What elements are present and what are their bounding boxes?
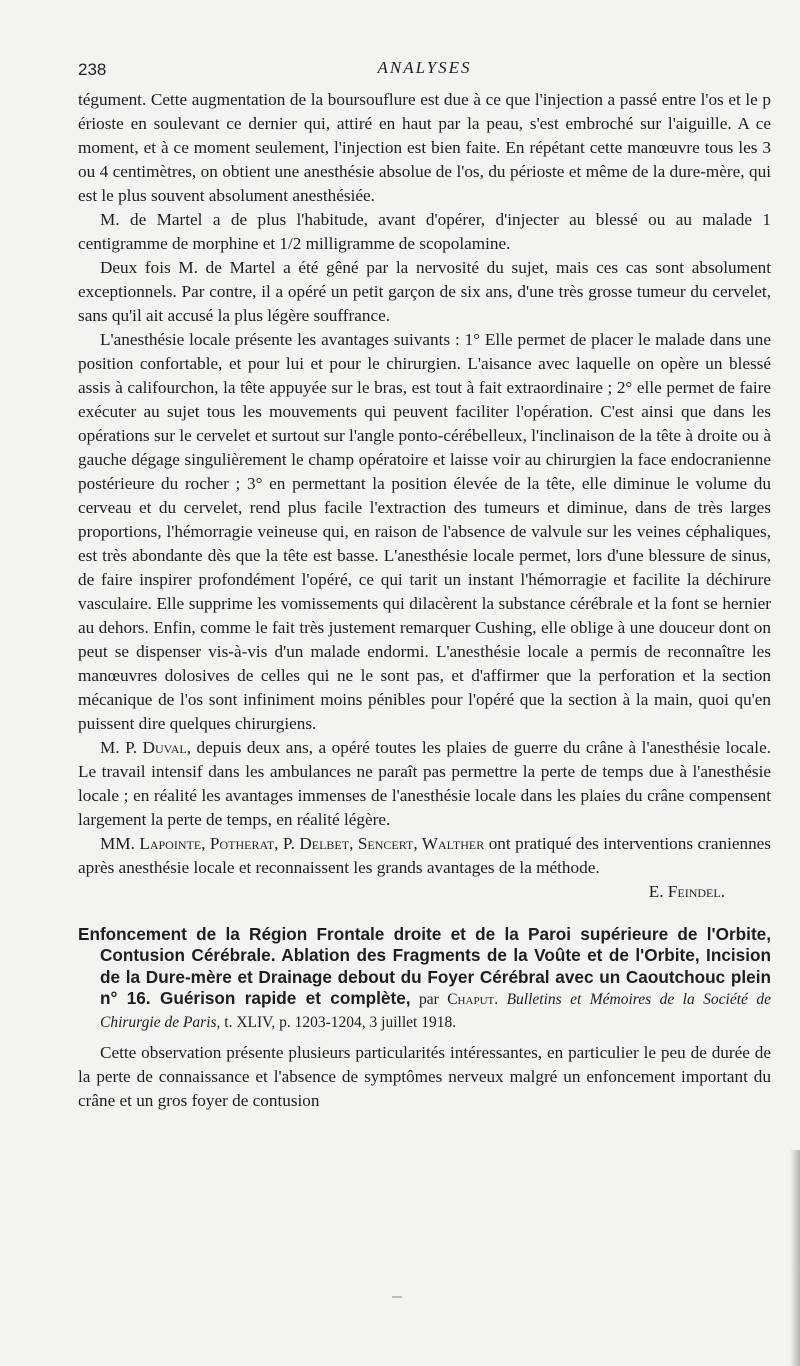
citation-author: Chaput xyxy=(447,991,495,1009)
signature: E. Feindel. xyxy=(648,882,725,901)
surgeons-prefix: MM. xyxy=(100,834,140,853)
citation: par Chaput. Bulletins et Mémoires de la Société de Chirurgie de Paris, t. XLIV, p. 1203-1204, 3 juillet 1918. xyxy=(100,991,771,1031)
paragraph: L'anesthésie locale présente les avantages suivants : 1° Elle permet de placer le malade dans une position confortable, et pour lui et pour le chirurgien. L'aisance avec laquelle on opère un blessé assis à califourchon, la tête appuyée sur le bras, est tout à fait extraordinaire ; 2° elle permet de faire exécuter au sujet tous les mouvements qui peuvent faciliter l'opération. C'est ainsi que dans les opérations sur le cervelet et surtout sur l'angle ponto-cérébelleux, l'inclinaison de la tête à droite ou à gauche dégage singulièrement le champ opératoire et laisse voir au chirurgien la face endocranienne postérieure du rocher ; 3° en permettant la position élevée de la tête, elle diminue le volume du cerveau et du cervelet, rend plus facile l'extraction des tumeurs et diminue, dans de très larges proportions, l'hémorragie veineuse qui, en raison de l'absence de valvule sur les veines céphaliques, est très abondante dès que la tête est basse. L'anesthésie locale permet, lors d'une blessure de sinus, de faire inspirer profondément l'opéré, ce qui tarit un instant l'hémorragie et facilite la déchirure vasculaire. Elle supprime les vomissements qui dilacèrent la substance cérébrale et la font se hernier au dehors. Enfin, comme le fait très justement remarquer Cushing, elle oblige à une douceur dont on peut se dispenser vis-à-vis d'un malade endormi. L'anesthésie locale a permis de reconnaître les manœuvres dolosives de celles qui ne le sont pas, et d'affirmer que la perforation et la section mécanique de l'os sont infiniment moins pénibles pour l'opéré que la section à la main, quoi qu'en puissent dire quelques chirurgiens. xyxy=(78,330,771,733)
running-title: ANALYSES xyxy=(377,58,472,77)
author-duval: Duval xyxy=(142,738,187,757)
paragraph: tégument. Cette augmentation de la boursouflure est due à ce que l'injection a passé entre l'os et le p érioste en soulevant ce dernier qui, attiré en haut par la peau, s'est embroché sur l'aiguille. A ce moment, et à ce moment seulement, l'injection est bien faite. En répétant cette manœuvre tous les 3 ou 4 centimètres, on obtient une anesthésie absolue de l'os, du périoste et même de la dure-mère, qui est le plus souvent absolument anesthésiée. xyxy=(78,90,771,205)
paragraph-duval xyxy=(78,736,771,832)
running-header xyxy=(78,56,771,88)
surgeon-names: Lapointe, Potherat, P. Delbet, Sencert, Walther xyxy=(139,834,485,853)
duval-text: , depuis deux ans, a opéré toutes les plaies de guerre du crâne à l'anesthésie locale. Le travail intensif dans les ambulances ne paraît pas permettre la perte de temps due à l'anesthésie locale ; en réalité les avantages immenses de l'anesthésie locale dans les plaies du crâne compensent largement la perte de temps, en réalité légère. xyxy=(78,738,771,829)
footer-mark xyxy=(392,1296,402,1298)
page-number: 238 xyxy=(78,60,107,79)
paragraph-surgeons xyxy=(78,832,771,880)
paragraph: Cette observation présente plusieurs particularités intéressantes, en particulier le peu de durée de la perte de connaissance et l'absence de symptômes nerveux malgré un enfoncement important du crâne et un gros foyer de contusion xyxy=(78,1043,771,1111)
signature-line xyxy=(78,880,771,904)
citation-details: , t. XLIV, p. 1203-1204, 3 juillet 1918. xyxy=(216,1013,457,1031)
surgeons-text: ont pratiqué des interventions craniennes après anesthésie locale et reconnaissent les grands avantages de la méthode. xyxy=(78,834,771,877)
duval-prefix: M. P. xyxy=(100,738,143,757)
article-body xyxy=(78,1041,771,1113)
citation-journal: Bulletins et Mémoires de la Société de Chirurgie de Paris xyxy=(100,991,771,1031)
article-title-text: Enfoncement de la Région Frontale droite et de la Paroi supérieure de l'Orbite, Contusion Cérébrale. Ablation des Fragments de la Voûte et de l'Orbite, Incision de la Dure-mère et Drainage debout du Foyer Cérébral avec un Caoutchouc plein n° 16. Guérison rapide et complète, xyxy=(78,924,771,1009)
paragraph: Deux fois M. de Martel a été gêné par la nervosité du sujet, mais ces cas sont absolument exceptionnels. Par contre, il a opéré un petit garçon de six ans, d'une très grosse tumeur du cervelet, sans qu'il ait accusé la plus légère souffrance. xyxy=(78,258,771,325)
citation-par: par xyxy=(410,991,448,1009)
page xyxy=(78,56,771,1113)
article-title xyxy=(78,924,771,1033)
analysis-body xyxy=(78,88,771,904)
page-edge-shadow xyxy=(790,1150,800,1366)
paragraph: M. de Martel a de plus l'habitude, avant d'opérer, d'injecter au blessé ou au malade 1 centigramme de morphine et 1/2 milligramme de scopolamine. xyxy=(78,210,771,253)
